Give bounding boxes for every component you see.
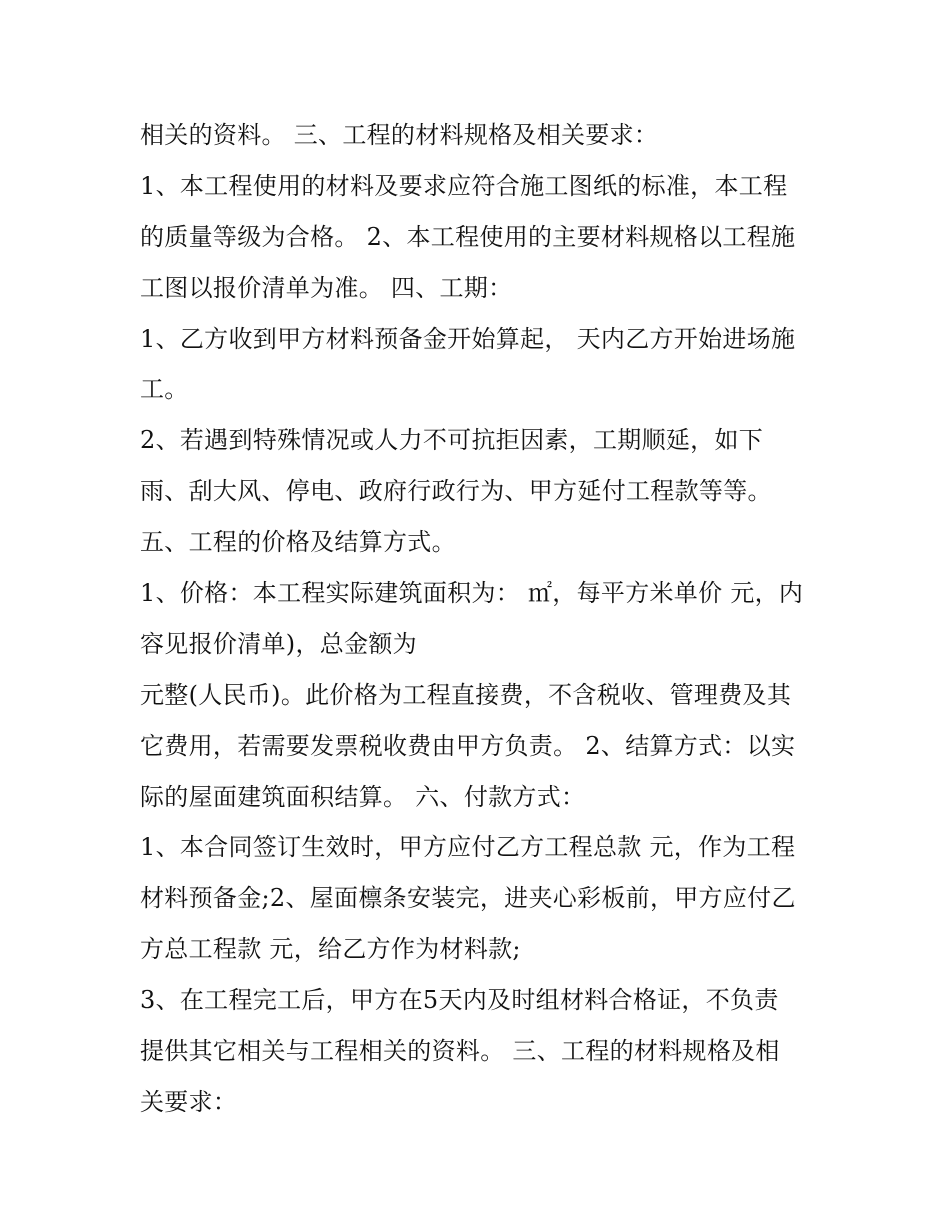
text-line-6: 工。 <box>140 375 189 404</box>
text-line-8: 雨、刮大风、停电、政府行政行为、甲方延付工程款等等。 <box>140 477 772 506</box>
text-line-11: 容见报价清单)，总金额为 <box>140 629 417 658</box>
text-line-2: 1、本工程使用的材料及要求应符合施工图纸的标准，本工程 <box>140 171 788 200</box>
text-line-16: 材料预备金;2、屋面檩条安装完，进夹心彩板前，甲方应付乙 <box>140 884 796 913</box>
text-line-14: 际的屋面建筑面积结算。 六、付款方式： <box>140 782 586 811</box>
text-line-1: 相关的资料。 三、工程的材料规格及相关要求： <box>140 121 659 149</box>
text-line-7: 2、若遇到特殊情况或人力不可抗拒因素，工期顺延，如下 <box>140 426 764 455</box>
text-line-10: 1、价格：本工程实际建筑面积为： ㎡，每平方米单价 元，内 <box>140 579 804 608</box>
text-line-13: 它费用，若需要发票税收费由甲方负责。 2、结算方式：以实 <box>140 731 796 760</box>
text-line-17: 方总工程款 元，给乙方作为材料款; <box>140 935 521 964</box>
text-line-15: 1、本合同签订生效时，甲方应付乙方工程总款 元，作为工程 <box>140 833 796 862</box>
document-body <box>140 110 820 1128</box>
text-line-3: 的质量等级为合格。 2、本工程使用的主要材料规格以工程施 <box>140 222 796 251</box>
text-line-9: 五、工程的价格及结算方式。 <box>140 528 456 557</box>
text-line-18: 3、在工程完工后，甲方在5天内及时组材料合格证，不负责 <box>140 986 779 1015</box>
text-line-20: 关要求： <box>140 1087 238 1116</box>
text-line-19: 提供其它相关与工程相关的资料。 三、工程的材料规格及相 <box>140 1037 780 1066</box>
text-line-12: 元整(人民币)。此价格为工程直接费，不含税收、管理费及其 <box>140 680 792 709</box>
text-line-4: 工图以报价清单为准。 四、工期： <box>140 273 513 302</box>
text-line-5: 1、乙方收到甲方材料预备金开始算起， 天内乙方开始进场施 <box>140 324 796 353</box>
